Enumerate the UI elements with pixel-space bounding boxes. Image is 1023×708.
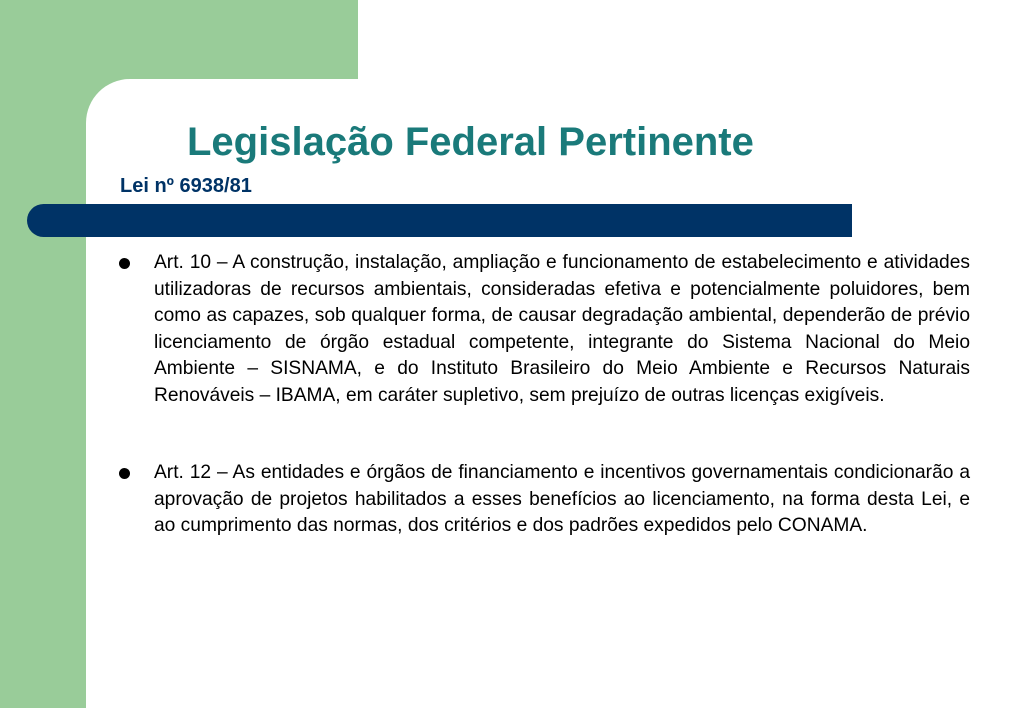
slide-subtitle: Lei nº 6938/81 bbox=[120, 175, 252, 197]
bullet-item-art-10 bbox=[116, 250, 970, 409]
title-divider-bar bbox=[27, 204, 852, 237]
bullet-item-art-12 bbox=[116, 460, 970, 540]
bullet-list bbox=[116, 250, 970, 540]
bullet-text: Art. 12 – As entidades e órgãos de financiamento e incentivos governamentais condicionarão a aprovação de projetos habilitados a esses benefícios ao licenciamento, na forma desta Lei, e ao cumprimento das normas, dos critérios e dos padrões expedidos pelo CONAMA. bbox=[154, 462, 970, 536]
bullet-text: Art. 10 – A construção, instalação, ampliação e funcionamento de estabelecimento e atividades utilizadoras de recursos ambientais, consideradas efetiva e potencialmente poluidores, bem como as capazes, sob qualquer forma, de causar degradação ambiental, dependerão de prévio licenciamento de órgão estadual competente, integrante do Sistema Nacional do Meio Ambiente – SISNAMA, e do Instituto Brasileiro do Meio Ambiente e Recursos Naturais Renováveis – IBAMA, em caráter supletivo, sem prejuízo de outras licenças exigíveis. bbox=[154, 252, 970, 406]
slide-title: Legislação Federal Pertinente bbox=[187, 120, 754, 164]
bullet-dot-icon bbox=[119, 468, 130, 479]
bullet-dot-icon bbox=[119, 258, 130, 269]
